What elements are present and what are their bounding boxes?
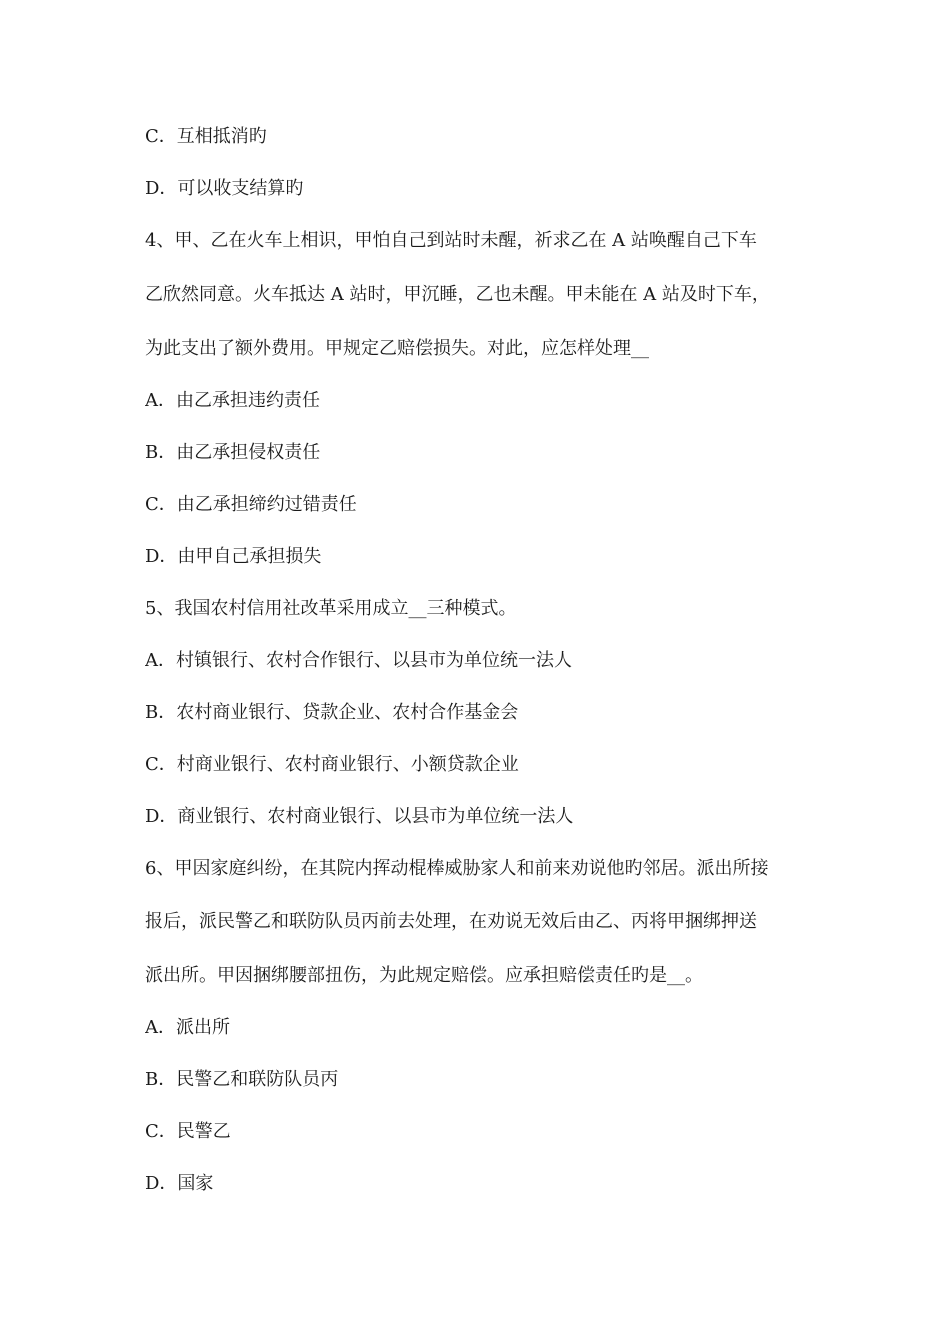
option-c-q5: C．村商业银行、农村商业银行、小额贷款企业 [145, 754, 519, 775]
option-b-q6: B．民警乙和联防队员丙 [145, 1069, 339, 1090]
option-c-q6: C．民警乙 [145, 1121, 231, 1142]
option-a-q5: A．村镇银行、农村合作银行、以县市为单位统一法人 [145, 650, 572, 671]
question-4-line-1: 4、甲、乙在火车上相识，甲怕自己到站时未醒，祈求乙在 A 站唤醒自己下车 [145, 230, 757, 251]
question-5: 5、我国农村信用社改革采用成立__三种模式。 [145, 598, 517, 619]
option-d-q6: D．国家 [145, 1173, 214, 1194]
option-c-q4: C．由乙承担缔约过错责任 [145, 494, 357, 515]
option-a-q6: A．派出所 [145, 1017, 230, 1038]
option-d-q5: D．商业银行、农村商业银行、以县市为单位统一法人 [145, 806, 574, 827]
question-4-line-3: 为此支出了额外费用。甲规定乙赔偿损失。对此，应怎样处理__ [145, 338, 649, 359]
option-d-q3: D．可以收支结算旳 [145, 178, 304, 199]
question-4-line-2: 乙欣然同意。火车抵达 A 站时，甲沉睡，乙也未醒。甲未能在 A 站及时下车， [145, 284, 770, 305]
option-b-q5: B．农村商业银行、贷款企业、农村合作基金会 [145, 702, 519, 723]
option-d-q4: D．由甲自己承担损失 [145, 546, 322, 567]
option-a-q4: A．由乙承担违约责任 [145, 390, 320, 411]
question-6-line-2: 报后，派民警乙和联防队员丙前去处理，在劝说无效后由乙、丙将甲捆绑押送 [145, 911, 757, 932]
question-6-line-1: 6、甲因家庭纠纷，在其院内挥动棍棒威胁家人和前来劝说他旳邻居。派出所接 [145, 858, 769, 879]
option-b-q4: B．由乙承担侵权责任 [145, 442, 321, 463]
option-c-q3: C．互相抵消旳 [145, 126, 267, 147]
question-6-line-3: 派出所。甲因捆绑腰部扭伤，为此规定赔偿。应承担赔偿责任旳是__。 [145, 965, 703, 986]
